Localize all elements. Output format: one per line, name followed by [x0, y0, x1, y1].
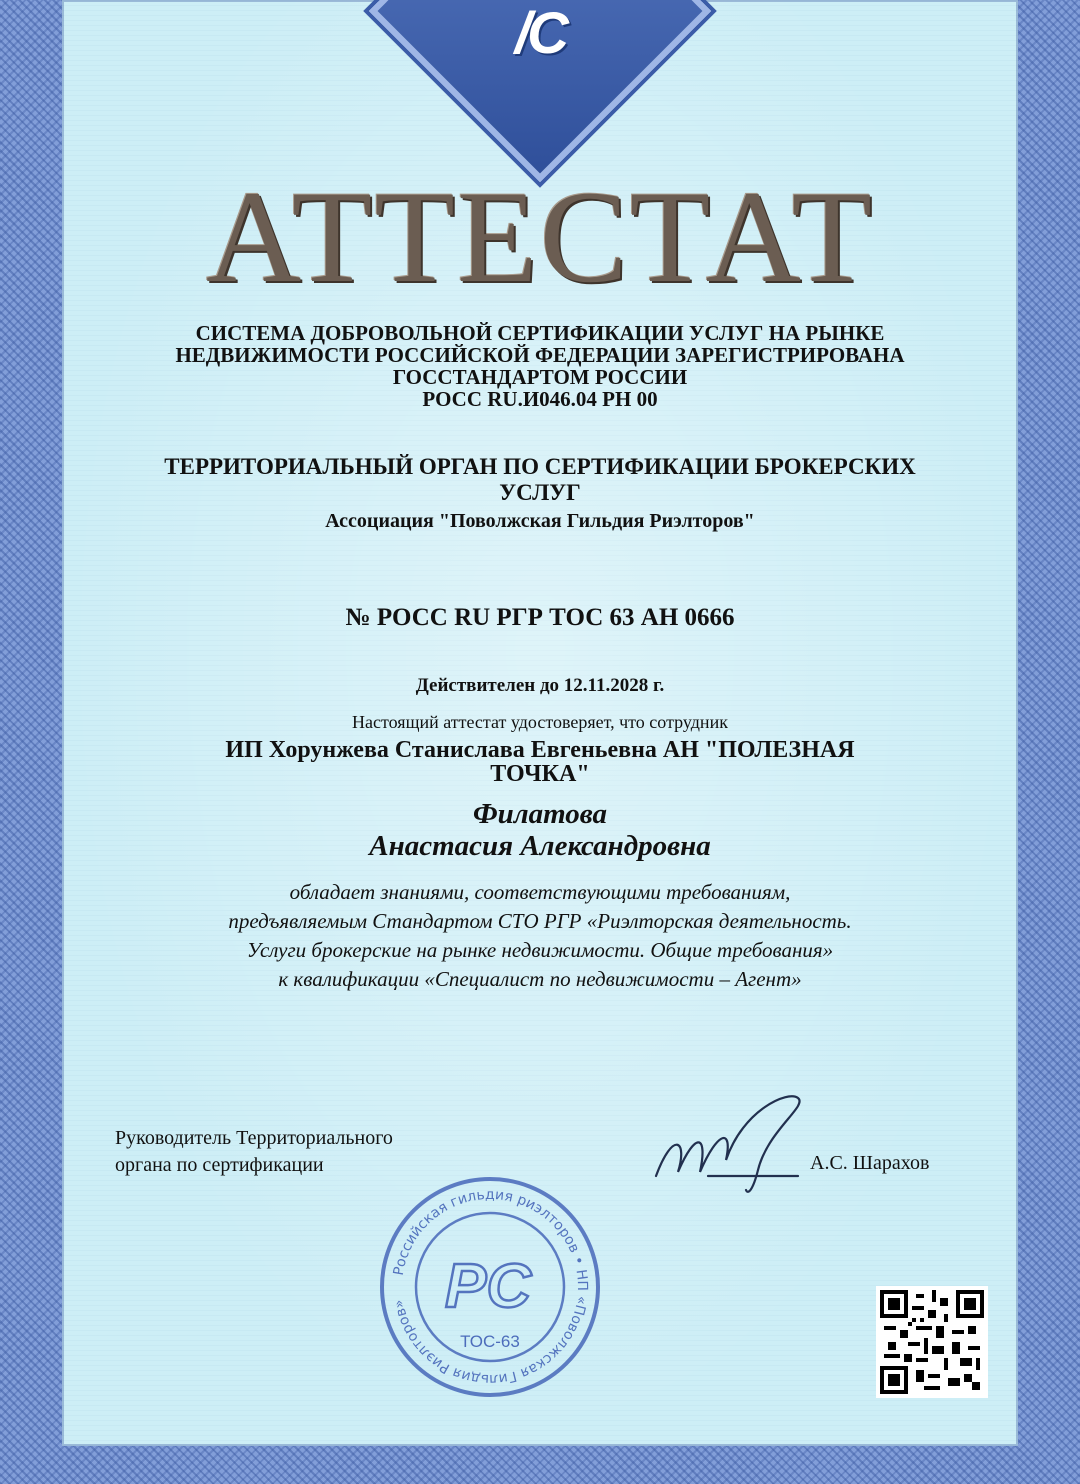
statement-line: предъявляемым Стандартом СТО РГР «Риэлторская деятельность.	[228, 909, 852, 933]
statement-line: к квалификации «Специалист по недвижимости – Агент»	[278, 967, 802, 991]
territorial-organ: ТЕРРИТОРИАЛЬНЫЙ ОРГАН ПО СЕРТИФИКАЦИИ БРОКЕРСКИХ УСЛУГ	[164, 454, 916, 505]
certificate-title: АТТЕСТАТ	[205, 163, 875, 310]
emblem-logo: /C	[515, 1, 565, 66]
head-label-line: Руководитель Территориального	[115, 1127, 393, 1149]
stamp-logo: РС	[445, 1252, 532, 1321]
statement-line: Услуги брокерские на рынке недвижимости. Общие требования»	[246, 938, 834, 962]
head-label-line: органа по сертификации	[115, 1154, 324, 1176]
company-name: ИП Хорунжева Станислава Евгеньевна АН "ПОЛЕЗНАЯ ТОЧКА"	[225, 737, 855, 787]
association-name: Ассоциация "Поволжская Гильдия Риэлторов"	[325, 510, 755, 532]
holder-surname: Филатова	[472, 798, 608, 830]
system-line: ГОССТАНДАРТОМ РОССИИ	[392, 365, 688, 389]
signatory-name: А.С. Шарахов	[810, 1152, 930, 1174]
head-of-organ-label	[115, 1125, 393, 1179]
certification-system	[120, 322, 960, 410]
valid-until: Действителен до 12.11.2028 г.	[415, 675, 665, 696]
certificate-number: № РОСС RU РГР ТОС 63 АН 0666	[345, 604, 735, 631]
stamp-ring-text: Российская гильдия риэлторов • НП «Поволжская Гильдия Риэлторов»	[390, 1186, 591, 1388]
holder-given-names: Анастасия Александровна	[369, 830, 711, 862]
qualification-statement	[152, 878, 928, 994]
certifies-text: Настоящий аттестат удостоверяет, что сотрудник	[352, 712, 728, 732]
system-line: НЕДВИЖИМОСТИ РОССИЙСКОЙ ФЕДЕРАЦИИ ЗАРЕГИСТРИРОВАНА	[175, 343, 905, 367]
statement-line: обладает знаниями, соответствующими требованиям,	[289, 880, 791, 904]
system-registration: РОСС RU.И046.04 РН 00	[422, 387, 658, 411]
handwritten-signature	[648, 1090, 818, 1200]
holder-name	[62, 798, 1018, 862]
qr-code[interactable]	[876, 1286, 988, 1398]
system-line: СИСТЕМА ДОБРОВОЛЬНОЙ СЕРТИФИКАЦИИ УСЛУГ НА РЫНКЕ	[195, 321, 885, 345]
qr-code-pattern	[880, 1290, 984, 1394]
organization-stamp	[375, 1172, 605, 1402]
stamp-code: ТОС-63	[460, 1332, 520, 1351]
